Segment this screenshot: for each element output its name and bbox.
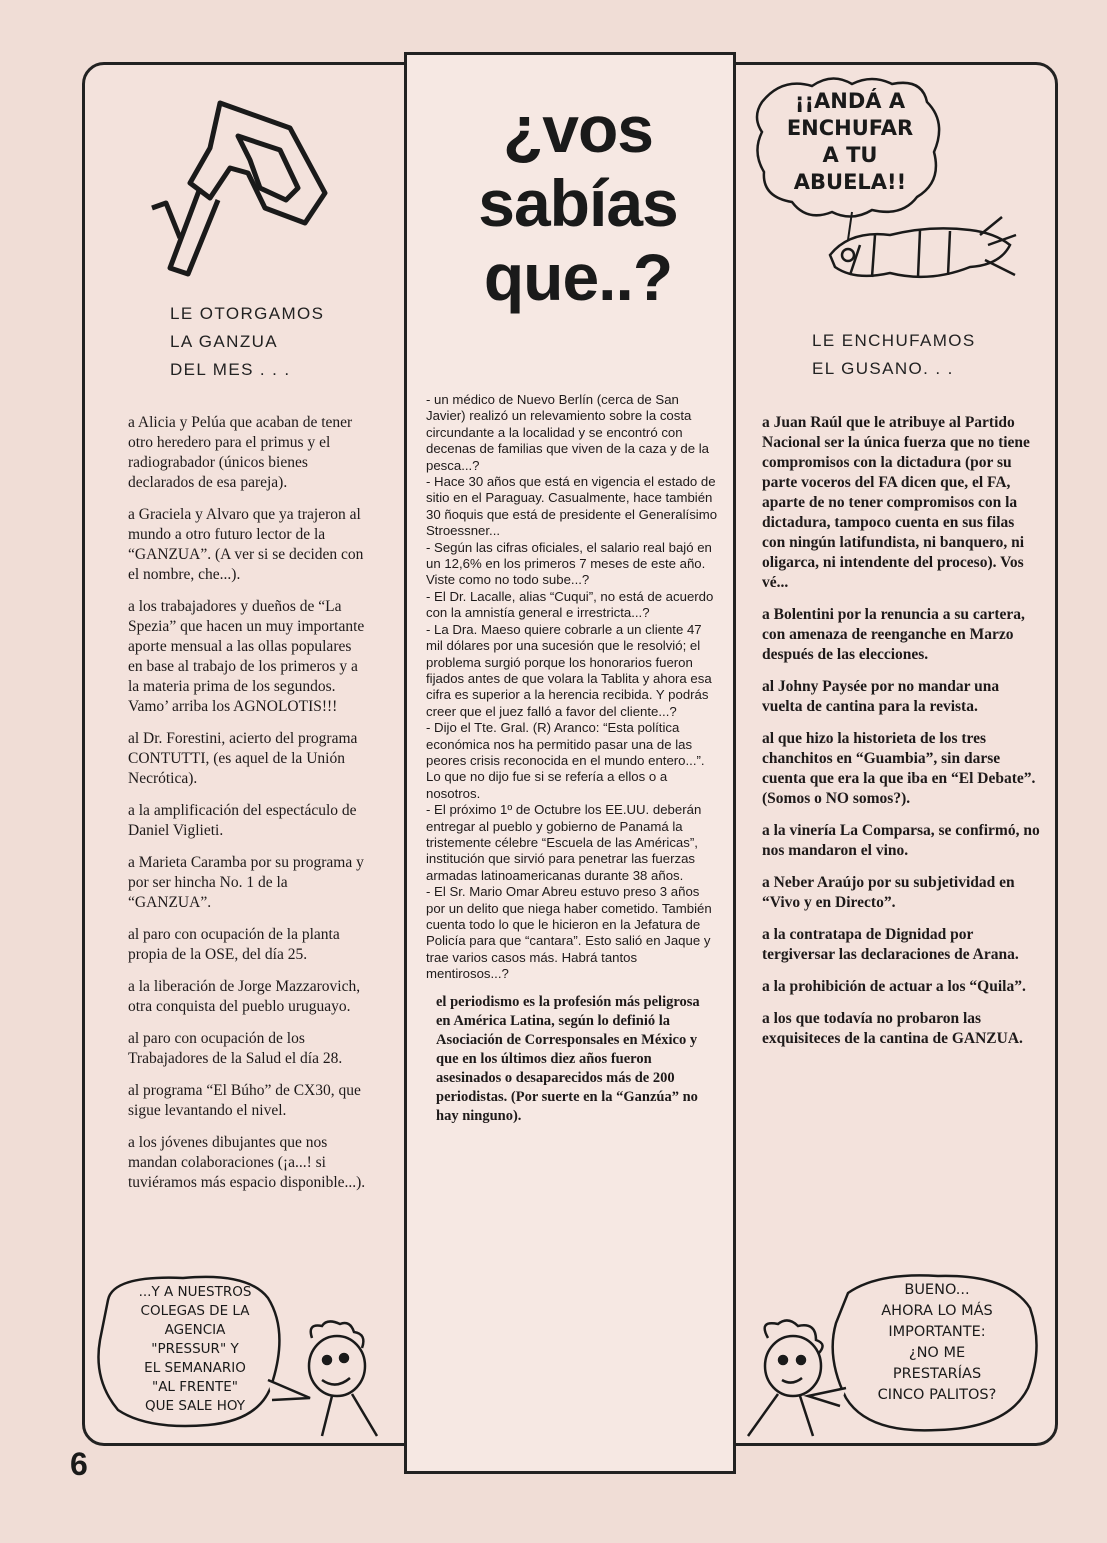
balloon-line: ABUELA!!	[793, 170, 907, 194]
title-line: que..?	[483, 240, 673, 314]
left-heading-line: DEL MES . . .	[170, 360, 291, 379]
left-heading	[170, 300, 324, 384]
left-paragraph: a Marieta Caramba por su programa y por ser hincha No. 1 de la “GANZUA”.	[128, 854, 364, 911]
balloon-line: QUE SALE HOY	[144, 1398, 245, 1414]
right-paragraph: a la contratapa de Dignidad por tergiversar las declaraciones de Arana.	[762, 926, 1019, 963]
right-heading-line: LE ENCHUFAMOS	[812, 331, 976, 350]
left-balloon-text	[105, 1283, 285, 1416]
left-paragraph: al paro con ocupación de los Trabajadores de la Salud el día 28.	[128, 1030, 343, 1067]
left-paragraph: a los trabajadores y dueños de “La Spezia” que hacen un muy importante aporte mensual a las ollas populares en base al trabajo de los primeros y a la materia prima de los segundos. Vamo’ arriba los AGNOLOTIS!!!	[128, 598, 365, 715]
middle-item: - un médico de Nuevo Berlín (cerca de San Javier) realizó un relevamiento sobre la costa circundante a la localidad y se encontró con decenas de familias que viven de la caza y de la pesca...?	[426, 392, 709, 473]
right-paragraph: a Neber Araújo por su subjetividad en “Vivo y en Directo”.	[762, 874, 1015, 911]
balloon-line: AGENCIA	[164, 1322, 226, 1338]
cartoon-character-left	[292, 1318, 402, 1438]
worm-illustration	[820, 205, 1020, 295]
balloon-line: ...Y A NUESTROS	[138, 1284, 252, 1300]
middle-item: - Dijo el Tte. Gral. (R) Aranco: “Esta política económica nos ha permitido pasar una de las peores crisis reconocida en el mundo entero...”. Lo que no dijo fue si se refería a ellos o a nosotros.	[426, 720, 705, 801]
balloon-line: ENCHUFAR	[786, 116, 914, 140]
left-paragraph: a Alicia y Pelúa que acaban de tener otro heredero para el primus y el radiograbador (únicos bienes declarados de esa pareja).	[128, 414, 353, 491]
left-paragraph: al paro con ocupación de la planta propia de la OSE, del día 25.	[128, 926, 340, 963]
right-paragraph: a la prohibición de actuar a los “Quila”.	[762, 978, 1026, 995]
right-paragraph: a Bolentini por la renuncia a su cartera, con amenaza de reenganche en Marzo después de las elecciones.	[762, 606, 1025, 663]
right-column	[762, 413, 1040, 1061]
right-paragraph: al que hizo la historieta de los tres chanchitos en “Guambia”, sin darse cuenta que era la que iba en “El Debate”. (Somos o NO somos?).	[762, 730, 1036, 807]
balloon-line: "PRESSUR" Y	[151, 1341, 239, 1357]
balloon-line: COLEGAS DE LA	[140, 1303, 250, 1319]
middle-item: - La Dra. Maeso quiere cobrarle a un cliente 47 mil dólares por una sucesión que le resolvió; el problema surgió porque los honorarios fueron fijados antes de que volara la Tablita y ahora esa cifra es superior a la herencia recibida. Y podrás creer que el juez falló a favor del cliente...?	[426, 621, 712, 719]
middle-item: - Hace 30 años que está en vigencia el estado de sitio en el Paraguay. Casualmente, hace también 30 ñoquis que está de presidente el Generalísimo Stroessner...	[426, 474, 718, 539]
title-line: ¿vos	[502, 92, 654, 166]
middle-item: - El Dr. Lacalle, alias “Cuqui”, no está de acuerdo con la amnistía general e irrestricta...?	[426, 588, 714, 621]
right-top-balloon-text	[775, 88, 925, 196]
left-paragraph: al programa “El Búho” de CX30, que sigue levantando el nivel.	[128, 1082, 361, 1119]
balloon-line: IMPORTANTE:	[888, 1324, 986, 1340]
wrench-illustration	[140, 88, 350, 278]
balloon-line: ¡¡ANDÁ A	[794, 89, 906, 113]
middle-item: - El Sr. Mario Omar Abreu estuvo preso 3 años por un delito que niega haber cometido. También cuenta todo lo que le hicieron en la Jefatura de Policía para que “cantara”. Esto salió en Jaque y trae varios casos más. Habrá tantos mentirosos...?	[426, 884, 712, 982]
left-paragraph: a la liberación de Jorge Mazzarovich, otra conquista del pueblo uruguayo.	[128, 978, 361, 1015]
balloon-line: PRESTARÍAS	[892, 1366, 982, 1382]
left-paragraph: al Dr. Forestini, acierto del programa CONTUTTI, (es aquel de la Unión Necrótica).	[128, 730, 358, 787]
balloon-line: ¿NO ME	[908, 1345, 966, 1361]
left-paragraph: a los jóvenes dibujantes que nos mandan colaboraciones (¡a...! si tuviéramos más espacio disponible...).	[128, 1134, 366, 1191]
middle-item: - El próximo 1º de Octubre los EE.UU. deberán entregar al pueblo y gobierno de Panamá la tristemente célebre “Escuela de las Américas”, institución que sirvió para penetrar las fuerzas armadas latinoamericanas durante 38 años.	[426, 802, 702, 883]
balloon-line: BUENO...	[904, 1282, 970, 1298]
title-line: sabías	[478, 166, 678, 240]
right-paragraph: a Juan Raúl que le atribuye al Partido Nacional ser la única fuerza que no tiene compromisos con la dictadura (por su parte voceros del FA dicen que, el FA, aparte de no tener compromisos con la dictadura, tampoco cuenta en sus filas con ningún latifundista, ni banquero, ni oligarca, ni intendente del proceso). Vos vé...	[762, 414, 1030, 591]
cartoon-character-right	[738, 1318, 848, 1438]
right-paragraph: al Johny Paysée por no mandar una vuelta de cantina para la revista.	[762, 678, 1000, 715]
left-paragraph: a la amplificación del espectáculo de Daniel Viglieti.	[128, 802, 357, 839]
right-heading	[812, 327, 976, 383]
balloon-line: "AL FRENTE"	[151, 1379, 239, 1395]
left-column	[128, 413, 368, 1205]
balloon-line: EL SEMANARIO	[144, 1360, 246, 1376]
middle-title	[448, 92, 708, 314]
middle-closing-paragraph: el periodismo es la profesión más peligrosa en América Latina, según lo definió la Asociación de Corresponsales en México y que en los últimos diez años fueron asesinados o desaparecidos más de 200 periodistas. (Por suerte en la “Ganzúa” no hay ninguno).	[436, 993, 700, 1124]
middle-column	[426, 392, 718, 1126]
middle-item: - Según las cifras oficiales, el salario real bajó en un 12,6% en los primeros 7 meses de este año. Viste como no todo sube...?	[426, 539, 712, 588]
left-heading-line: LA GANZUA	[170, 332, 279, 351]
balloon-line: AHORA LO MÁS	[881, 1303, 993, 1319]
page-number: 6	[70, 1446, 88, 1482]
right-heading-line: EL GUSANO. . .	[812, 359, 954, 378]
balloon-line: CINCO PALITOS?	[877, 1387, 997, 1403]
left-paragraph: a Graciela y Alvaro que ya trajeron al mundo a otro futuro lector de la “GANZUA”. (A ver si se deciden con el nombre, che...).	[128, 506, 364, 583]
left-heading-line: LE OTORGAMOS	[170, 304, 325, 323]
right-balloon-text	[842, 1280, 1032, 1406]
balloon-line: A TU	[822, 143, 878, 167]
right-paragraph: a la vinería La Comparsa, se confirmó, no nos mandaron el vino.	[762, 822, 1040, 859]
right-paragraph: a los que todavía no probaron las exquisiteces de la cantina de GANZUA.	[762, 1010, 1023, 1047]
